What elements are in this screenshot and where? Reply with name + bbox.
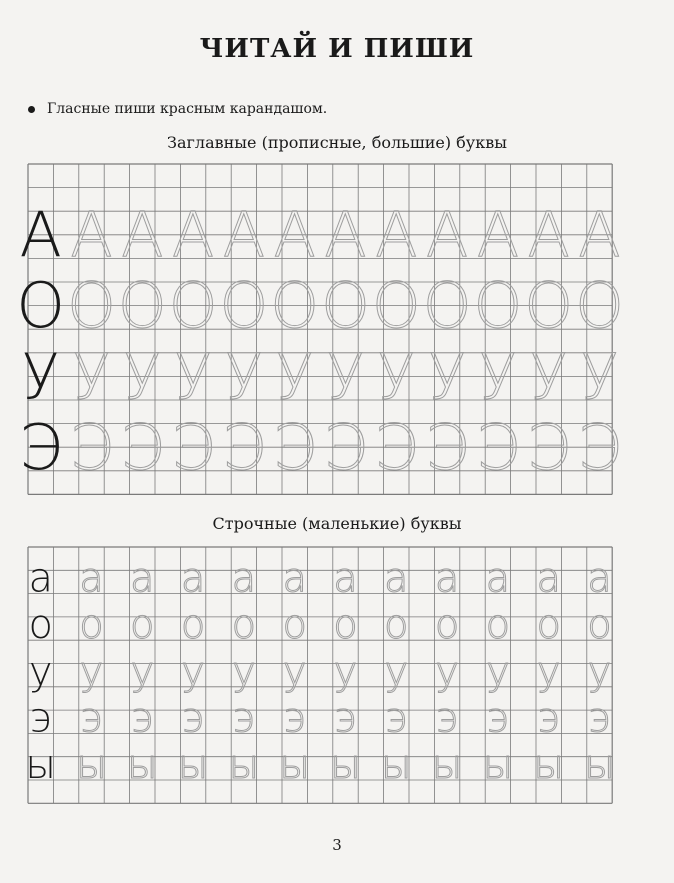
lowercase-trace-letter: а [434,555,460,602]
lowercase-trace-letter: о [333,602,358,649]
lowercase-trace-letter: э [232,695,255,742]
uppercase-trace-letter: Э [577,410,622,484]
uppercase-example-letter: О [16,269,66,343]
lowercase-trace-letter: у [181,648,205,695]
lowercase-trace-letter: ы [330,742,361,788]
uppercase-trace-letter: А [222,198,266,272]
uppercase-trace-letter: О [524,269,574,343]
lowercase-trace-letter: у [435,648,459,695]
lowercase-trace-letter: а [180,555,206,602]
lowercase-trace-letter: о [79,602,104,649]
uppercase-trace-letter: О [371,269,421,343]
lowercase-trace-letter: а [485,555,511,602]
lowercase-trace-letter: э [588,695,611,742]
lowercase-trace-letter: э [537,695,560,742]
uppercase-trace-letter: Э [69,410,114,484]
uppercase-trace-letter: У [326,340,365,413]
lowercase-example-letter: у [28,648,53,695]
uppercase-trace-letter: А [324,198,367,272]
lowercase-trace-letter: э [182,695,205,742]
uppercase-trace-letter: О [117,269,167,343]
instruction [28,101,327,117]
lowercase-trace-letter: а [587,555,612,602]
uppercase-trace-letter: А [171,198,215,272]
lowercase-trace-letter: ы [177,742,209,788]
uppercase-example-letter: У [21,340,60,413]
uppercase-trace-letter: А [70,198,113,272]
lowercase-trace-letter: ы [228,742,260,788]
uppercase-trace-letter: У [123,340,162,413]
uppercase-trace-letter: О [422,269,472,343]
uppercase-trace-letter: А [121,198,164,272]
uppercase-trace-letter: О [219,269,269,343]
lowercase-trace-letter: у [79,648,104,695]
uppercase-trace-letter: Э [222,410,266,484]
uppercase-trace-letter: Э [374,410,418,484]
lowercase-trace-letter: ы [533,742,565,788]
lowercase-example-letter: о [28,602,53,649]
uppercase-trace-letter: Э [171,410,215,484]
uppercase-example-letter: Э [19,410,63,484]
uppercase-trace-letter: О [270,269,320,343]
lowercase-trace-letter: э [283,695,306,742]
lowercase-trace-letter: а [384,555,409,602]
lowercase-trace-letter: э [131,695,154,742]
lowercase-trace-letter: у [536,648,561,695]
lowercase-trace-letter: а [231,555,257,602]
uppercase-trace-letter: А [273,198,316,272]
lowercase-trace-letter: ы [380,742,412,788]
uppercase-trace-letter: О [473,269,523,343]
uppercase-trace-letter: У [479,340,517,413]
instruction-text: Гласные пиши красным карандашом. [47,101,328,117]
uppercase-trace-letter: А [527,198,570,272]
lowercase-example-letter: а [28,555,53,602]
lowercase-trace-letter: а [282,555,307,602]
uppercase-trace-letter: У [428,340,466,413]
lowercase-trace-letter: э [385,695,408,742]
uppercase-trace-letter: Э [425,410,469,484]
uppercase-trace-letter: У [275,340,314,413]
lowercase-trace-letter: а [536,555,561,602]
lowercase-trace-letter: о [180,602,206,649]
lowercase-trace-letter: а [79,555,104,602]
bullet-icon [28,106,35,113]
uppercase-example-letter: А [19,198,62,272]
lowercase-trace-letter: ы [431,742,463,788]
lowercase-example-letter: ы [25,742,57,788]
uppercase-trace-letter: О [168,269,218,343]
lowercase-trace-letter: у [486,648,510,695]
uppercase-trace-letter: Э [476,410,520,484]
uppercase-trace-letter: Э [120,410,164,484]
lowercase-trace-letter: ы [482,742,514,788]
uppercase-trace-letter: У [580,340,619,413]
lowercase-example-letter: э [29,695,52,742]
lowercase-trace-letter: ы [76,742,107,788]
lowercase-trace-letter: а [130,555,155,602]
uppercase-trace-letter: У [225,340,263,413]
lowercase-trace-letter: о [130,602,155,649]
uppercase-trace-letter: У [174,340,212,413]
uppercase-trace-letter: О [67,269,116,343]
uppercase-trace-letter: У [72,340,111,413]
uppercase-trace-letter: А [375,198,418,272]
uppercase-trace-letter: У [377,340,416,413]
page-title: ЧИТАЙ И ПИШИ [199,34,475,64]
lowercase-trace-letter: о [384,602,409,649]
uppercase-trace-letter: О [321,269,370,343]
lowercase-trace-letter: э [334,695,357,742]
lowercase-trace-letter: ы [126,742,158,788]
uppercase-trace-letter: А [425,198,469,272]
lowercase-trace-letter: о [587,602,612,649]
lowercase-section-title: Строчные (маленькие) буквы [212,514,462,533]
lowercase-trace-letter: э [80,695,103,742]
lowercase-trace-letter: о [282,602,307,649]
uppercase-trace-letter: Э [527,410,571,484]
lowercase-trace-letter: ы [279,742,311,788]
lowercase-trace-letter: ы [584,742,615,788]
page-number: 3 [332,836,342,854]
lowercase-trace-letter: а [333,555,358,602]
lowercase-trace-letter: э [486,695,509,742]
uppercase-trace-letter: Э [323,410,368,484]
lowercase-trace-letter: о [231,602,257,649]
lowercase-trace-letter: э [436,695,459,742]
uppercase-trace-letter: А [476,198,520,272]
uppercase-trace-letter: У [529,340,568,413]
uppercase-trace-letter: А [578,198,621,272]
uppercase-section-title: Заглавные (прописные, большие) буквы [167,133,507,152]
uppercase-trace-letter: Э [273,410,317,484]
uppercase-trace-letter: О [575,269,624,343]
lowercase-trace-letter: о [485,602,511,649]
lowercase-trace-letter: у [384,648,409,695]
lowercase-trace-letter: о [536,602,561,649]
lowercase-trace-letter: у [333,648,358,695]
lowercase-trace-letter: у [587,648,612,695]
lowercase-trace-letter: у [130,648,155,695]
lowercase-trace-letter: у [282,648,307,695]
lowercase-trace-letter: у [232,648,256,695]
lowercase-trace-letter: о [434,602,460,649]
